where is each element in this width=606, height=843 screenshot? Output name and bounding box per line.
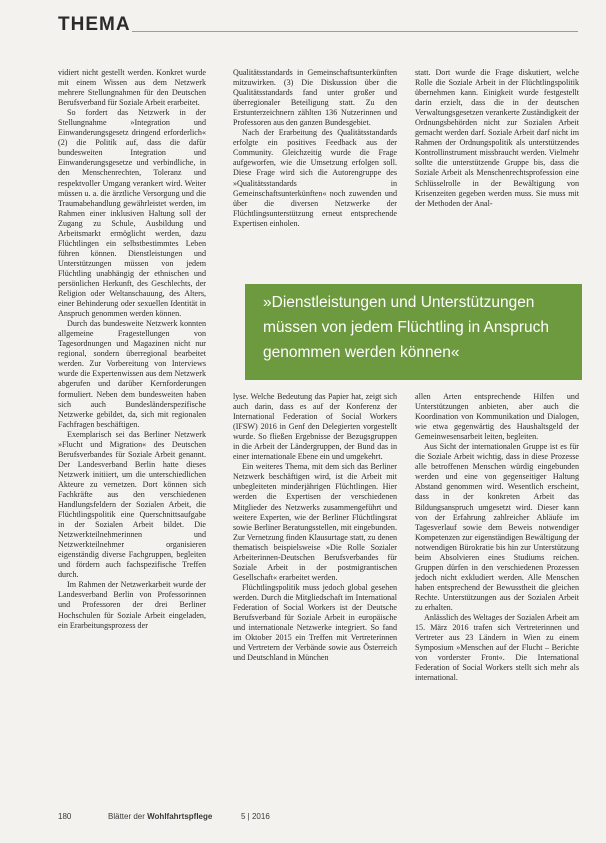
paragraph: So fordert das Netzwerk in der Stellungnahme »Integration und Einwanderungsgesetz dringend erforderlich« (2) die Politik auf, dass die dafür bundesweiten Integration und Einwanderungsgesetze und verbindliche, in den Menschenrechten, Toleranz und respektvoller Umgang verankert wird. Weiter müssen u. a. die ärztliche Versorgung und die Traumabehandlung gewährleistet werden, im Rahmen einer inklusiven Haltung soll der Zugang zu Schule, Ausbildung und Arbeitsmarkt ermöglicht werden, dazu Flüchtlingen ein selbstbestimmtes Leben führen können. Dienstleistungen und Unterstützungen müssen von jedem Flüchtling unabhängig der ethnischen und persönlichen Herkunft, des Geschlechts, der Religion oder Weltanschauung, des Alters, einer Behinderung oder sexuellen Identität in Anspruch genommen werden können. [58,108,206,319]
journal-name [108,812,212,821]
journal-name-bold: Wohlfahrtspflege [147,812,213,821]
paragraph: vidiert nicht gestellt werden. Konkret wurde mit einem Wissen aus dem Netzwerk mehrere Stellungnahmen für den Deutschen Berufsverband für Soziale Arbeit erarbeitet. [58,68,206,108]
paragraph: Qualitätsstandards in Gemeinschaftsunterkünften mitzuwirken. (3) Die Diskussion über die Qualitätsstandards fand unter großer und überregionaler Beteiligung statt. Zu den Erstunterzeichnern zählten 136 Nutzerinnen und Professoren aus den ganzen Bundesgebiet. [233,68,397,128]
paragraph: Nach der Erarbeitung des Qualitätsstandards erfolgte ein positives Feedback aus der Community. Gleichzeitig wurde die Frage aufgeworfen, wie die Umsetzung erfolgen soll. Diese Frage wird sich die Autorengruppe des »Qualitätsstandards in Gemeinschaftsunterkünften« noch zuwenden und über die diversen Netzwerke der Flüchtlingsunterstützung erneut entsprechende Expertisen einholen. [233,128,397,228]
column-1 [58,68,206,786]
column-2-top [233,68,397,280]
paragraph: Flüchtlingspolitik muss jedoch global gesehen werden. Durch die Mitgliedschaft im International Federation of Social Workers ist der Deutsche Berufsverband für Soziale Arbeit in europäische und internationale Netzwerke integriert. So fand im Oktober 2015 ein Treffen mit Vertreterinnen und Vertretern der Verbände sowie aus Österreich und Deutschland in München [233,582,397,663]
issue-number: 5 | 2016 [241,812,270,821]
column-3-top [415,68,579,280]
journal-name-prefix: Blätter der [108,812,148,821]
paragraph: Aus Sicht der internationalen Gruppe ist es für die Soziale Arbeit wichtig, dass in diese Prozesse alle betroffenen Menschen würdig eingebunden werden und eine von gegenseitiger Haltung Abstand genommen wird. Wesentlich erscheint, dass in der konkreten Arbeit das Bildungsanspruch umgesetzt wird. Dieser kann von der Erfahrung zahlreicher Abläufe im Tagesverlauf sowie dem Beweis notwendiger Kompetenzen zur eigenständigen Bewältigung der notwendigen Bürokratie bis hin zur Unterstützung beim Absolvieren eines Studiums reichen. Gruppen dürfen in den verschiedenen Prozessen jedoch nicht exkludiert werden. Alle Menschen haben entsprechend der Bewusstheit die gleichen Rechte. Unterstützungen aus der Sozialen Arbeit zu erhalten. [415,442,579,612]
pull-quote [245,284,582,380]
page-number: 180 [58,812,72,821]
section-title: THEMA [58,14,131,35]
paragraph: Ein weiteres Thema, mit dem sich das Berliner Netzwerk beschäftigen wird, ist die Arbeit mit unbegleiteten minderjährigen Flüchtlingen. Hier werden die Expertisen der verschiedenen Mitglieder des Netzwerks zusammengeführt und weitere Experten, wie der Berliner Flüchtlingsrat sowie Berliner Beratungsstellen, mit eingebunden. Zur Vernetzung finden Klausurtage statt, zu denen thematisch beispielsweise »Die Rolle Sozialer Arbeiterinnen-Deutschen Berufsverbandes für Soziale Arbeit in der postmigrantischen Gesellschaft« erarbeitet werden. [233,462,397,582]
column-3-bottom [415,392,579,786]
page-footer [58,812,578,826]
paragraph: allen Arten entsprechende Hilfen und Unterstützungen anbieten, aber auch die Koordination von Kommunikation und Dialogen, wie etwa gegenwärtig des Haushaltsgeld der Gemeinwesensarbeit leiten, begleiten. [415,392,579,442]
paragraph: Durch das bundesweite Netzwerk konnten allgemeine Fragestellungen von Tagesordnungen und Magazinen nicht nur regional, sondern überregional bearbeitet werden. Zur Vorbereitung von Interviews wurde die Expertenwissen aus dem Netzwerk abgerufen und darüber Kernforderungen formuliert. Neben dem bundesweiten haben sich auch Bundesländerspezifische Netzwerke gebildet, da, sich mit regionalen Fachfragen beschäftigen. [58,319,206,429]
pull-quote-text: »Dienstleistungen und Unterstützungen müssen von jedem Flüchtling in Anspruch genommen werden können« [263,294,550,361]
header-rule [132,31,578,32]
paragraph: Exemplarisch sei das Berliner Netzwerk »Flucht und Migration« des Deutschen Berufsverbandes für Soziale Arbeit genannt. Der Landesverband Berlin hatte dieses Netzwerk initiiert, um die unterschiedlichen Akteure zu vernetzen. Dort können sich Fachkräfte aus den verschiedenen Handlungsfeldern der Sozialen Arbeit, die Flüchtlingspolitik eine Querschnittsaufgabe in der Sozialen Arbeit bildet. Die Netzwerkteilnehmerinnen und Netzwerkteilnehmer organisieren eigenständig diverse Fachgruppen, begleiten und fördern auch fachspezifische Treffen durch. [58,429,206,580]
paragraph: statt. Dort wurde die Frage diskutiert, welche Rolle die Soziale Arbeit in der Flüchtlingspolitik übernehmen kann. Einigkeit wurde festgestellt darin erzielt, dass die in der deutschen Verwaltungsgesetzen verankerte Zuständigkeit der Ordnungsbehörden nicht zur Sozialen Arbeit gemacht werden darf. Soziale Arbeit darf nicht im Rahmen der Ordnungspolitik als unterstützendes Kontrollinstrument missbraucht werden. Vielmehr sollte die unterstützende Gruppe bis, dass die Soziale Arbeit als Menschenrechtsprofession eine Schlüsselrolle in der Bewältigung von Krisenzeiten gegeben werden muss. Sie muss mit der Methoden der Anal- [415,68,579,208]
paragraph: Anlässlich des Weltages der Sozialen Arbeit am 15. März 2016 trafen sich Vertreterinnen und Vertreter aus 23 Ländern in Wien zu einem Symposium »Menschen auf der Flucht – Berichte von vorderster Front«. Die International Federation of Social Workers stellt sich mehr als international. [415,613,579,683]
paragraph: Im Rahmen der Netzwerkarbeit wurde der Landesverband Berlin von Professorinnen und Professoren der drei Berliner Hochschulen für Soziale Arbeit eingeladen, ein Erarbeitungsprozess der [58,580,206,630]
paragraph: lyse. Welche Bedeutung das Papier hat, zeigt sich auch darin, dass es auf der Konferenz der International Federation of Social Workers (IFSW) 2016 in Genf den Delegierten vorgestellt wurde. So fließen Ergebnisse der Bezugsgruppen in die Arbeit der Ländergruppen, der Bund das in einer internationale Ebene ein und umgekehrt. [233,392,397,462]
column-2-bottom [233,392,397,786]
page-header [58,14,578,38]
